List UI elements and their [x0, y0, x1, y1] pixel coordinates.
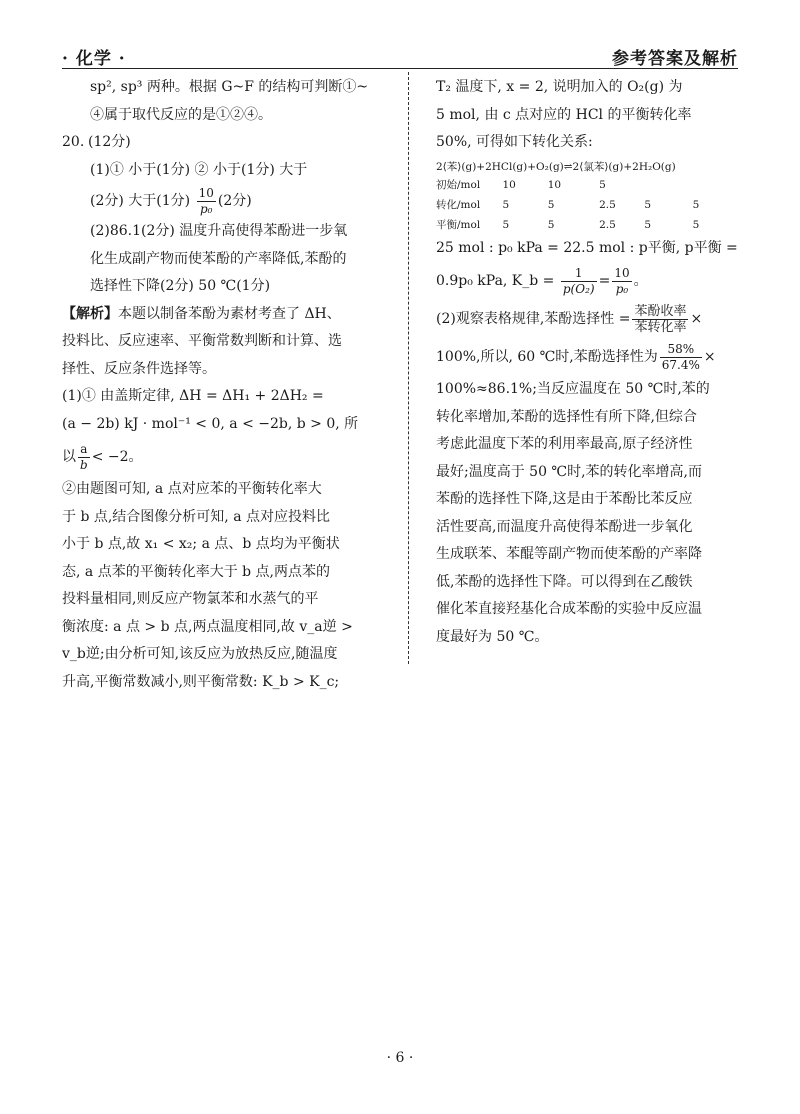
- fraction: [612, 266, 631, 297]
- question-heading: [62, 129, 392, 157]
- analysis-line: 25 mol : p₀ kPa = 22.5 mol : p平衡, p平衡 =: [436, 239, 738, 256]
- analysis-text: 以: [62, 449, 76, 465]
- analysis-line: 苯酚的选择性下降,这是由于苯酚比苯反应: [436, 491, 693, 507]
- fraction-denominator: b: [80, 457, 88, 472]
- analysis-line: 升高,平衡常数减小,则平衡常数: K_b > K_c;: [62, 673, 340, 690]
- question-score: (12分): [88, 134, 131, 150]
- table-cell: 2.5: [599, 218, 616, 231]
- table-cell: [693, 175, 738, 195]
- analysis-line: 衡浓度: a 点 > b 点,两点温度相同,故 v_a逆 >: [62, 618, 353, 635]
- table-cell: 10: [547, 178, 562, 191]
- table-cell: 5: [692, 198, 700, 211]
- fraction: [197, 186, 216, 217]
- analysis-line: 50%, 可得如下转化关系:: [436, 134, 593, 150]
- analysis-line: 转化率增加,苯酚的选择性有所下降,但综合: [436, 408, 697, 425]
- answer-line: [62, 184, 392, 218]
- page-number: · 6 ·: [386, 1050, 414, 1066]
- analysis-line: 考虑此温度下苯的利用率最高,原子经济性: [436, 436, 693, 452]
- fraction-denominator: p(O₂): [562, 281, 595, 296]
- column-divider: [408, 72, 409, 664]
- table-cell: 5: [692, 218, 700, 231]
- answer-line: (1)① 小于(1分) ② 小于(1分) 大于: [90, 161, 308, 178]
- analysis-line: 投料比、反应速率、平衡常数判断和计算、选: [62, 333, 342, 349]
- analysis-line: (a − 2b) kJ · mol⁻¹ < 0, a < −2b, b > 0, 所: [62, 415, 359, 432]
- text-line: ④属于取代反应的是①②④。: [90, 106, 272, 123]
- analysis-line: 5 mol, 由 c 点对应的 HCl 的平衡转化率: [436, 106, 692, 123]
- table-cell: 5: [547, 198, 555, 211]
- table-row: [436, 195, 738, 215]
- fraction-numerator: 10: [198, 185, 214, 200]
- row-label: 平衡/mol: [436, 218, 481, 231]
- table-cell: 5: [599, 178, 606, 191]
- answer-line: 化生成副产物而使苯酚的产率降低,苯酚的: [90, 250, 347, 267]
- fraction: [660, 342, 702, 373]
- analysis-line: [436, 300, 738, 338]
- left-column: [62, 74, 392, 696]
- fraction-numerator: 1: [561, 266, 597, 282]
- analysis-text: < −2。: [91, 449, 143, 465]
- analysis-text: 100%,所以, 60 ℃时,苯酚选择性为: [436, 349, 658, 365]
- header-title: 参考答案及解析: [612, 49, 738, 69]
- analysis-text: =: [598, 273, 611, 289]
- analysis-text: (2)观察表格规律,苯酚选择性 =: [436, 311, 631, 327]
- analysis-text: 本题以制备苯酚为素材考查了 ΔH、: [118, 305, 341, 322]
- table-cell: 2.5: [599, 198, 616, 211]
- table-row: [436, 175, 738, 195]
- fraction-numerator: a: [78, 442, 90, 458]
- analysis-tag: 【解析】: [62, 305, 118, 322]
- analysis-line: 小于 b 点,故 x₁ < x₂; a 点、b 点均为平衡状: [62, 536, 340, 552]
- fraction: [561, 266, 597, 297]
- row-label: 转化/mol: [436, 198, 481, 211]
- fraction-denominator: 苯转化率: [634, 319, 687, 335]
- analysis-text: ×: [690, 311, 703, 327]
- answer-text: (2分): [217, 193, 252, 209]
- fraction-numerator: 苯酚收率: [634, 303, 687, 319]
- conversion-table: [436, 175, 738, 235]
- question-number: 20.: [62, 134, 85, 150]
- analysis-line: [62, 438, 392, 476]
- fraction: [78, 442, 90, 473]
- analysis-line: (1)① 由盖斯定律, ΔH = ΔH₁ + 2ΔH₂ =: [62, 388, 324, 404]
- table-cell: 5: [644, 218, 652, 231]
- analysis-text: ×: [703, 349, 716, 365]
- fraction-denominator: 67.4%: [661, 357, 700, 372]
- analysis-text: 0.9p₀ kPa, K_b =: [436, 273, 555, 289]
- table-cell: 5: [502, 218, 510, 231]
- table-cell: [644, 175, 692, 195]
- analysis-line: ②由题图可知, a 点对应苯的平衡转化率大: [62, 481, 322, 497]
- table-cell: 5: [502, 198, 510, 211]
- analysis-line: 投料量相同,则反应产物氯苯和水蒸气的平: [62, 591, 319, 607]
- analysis-line: 生成联苯、苯醌等副产物而使苯酚的产率降: [436, 546, 702, 562]
- analysis-line: 度最好为 50 ℃。: [436, 628, 549, 645]
- answer-line: 选择性下降(2分) 50 ℃(1分): [90, 278, 271, 294]
- fraction-denominator: p₀: [615, 281, 629, 296]
- answer-line: (2)86.1(2分) 温度升高使得苯酚进一步氧: [90, 223, 348, 239]
- analysis-line: [436, 338, 738, 376]
- table-row: [436, 215, 738, 235]
- analysis-line: 于 b 点,结合图像分析可知, a 点对应投料比: [62, 508, 331, 525]
- table-cell: 5: [547, 218, 555, 231]
- header-rule: [62, 68, 738, 69]
- right-column: [436, 74, 738, 651]
- header-subject: · 化学 ·: [62, 49, 126, 69]
- analysis-line: 态, a 点苯的平衡转化率大于 b 点,两点苯的: [62, 563, 331, 580]
- fraction-denominator: p₀: [199, 201, 213, 216]
- text-line: sp², sp³ 两种。根据 G~F 的结构可判断①~: [90, 79, 369, 95]
- row-label: 初始/mol: [436, 178, 481, 191]
- analysis-line: 最好;温度高于 50 ℃时,苯的转化率增高,而: [436, 463, 702, 480]
- analysis-line: [62, 301, 392, 329]
- analysis-line: 活性要高,而温度升高使得苯酚进一步氧化: [436, 518, 693, 535]
- analysis-line: 100%≈86.1%;当反应温度在 50 ℃时,苯的: [436, 381, 710, 397]
- fraction: [632, 304, 688, 335]
- answer-text: (2分) 大于(1分): [90, 193, 191, 209]
- fraction-numerator: 58%: [660, 342, 702, 358]
- table-cell: 5: [644, 198, 652, 211]
- fraction-numerator: 10: [614, 265, 630, 280]
- analysis-line: v_b逆;由分析可知,该反应为放热反应,随温度: [62, 646, 338, 662]
- analysis-line: [436, 262, 738, 300]
- analysis-line: 催化苯直接羟基化合成苯酚的实验中反应温: [436, 601, 702, 617]
- analysis-line: T₂ 温度下, x = 2, 说明加入的 O₂(g) 为: [436, 79, 683, 95]
- analysis-line: 择性、反应条件选择等。: [62, 360, 216, 377]
- reaction-equation: 2⟨苯⟩(g)+2HCl(g)+O₂(g)⇌2⟨氯苯⟩(g)+2H₂O(g): [436, 160, 676, 173]
- analysis-line: 低,苯酚的选择性下降。可以得到在乙酸铁: [436, 573, 693, 590]
- analysis-text: 。: [633, 273, 648, 289]
- table-cell: 10: [502, 178, 516, 191]
